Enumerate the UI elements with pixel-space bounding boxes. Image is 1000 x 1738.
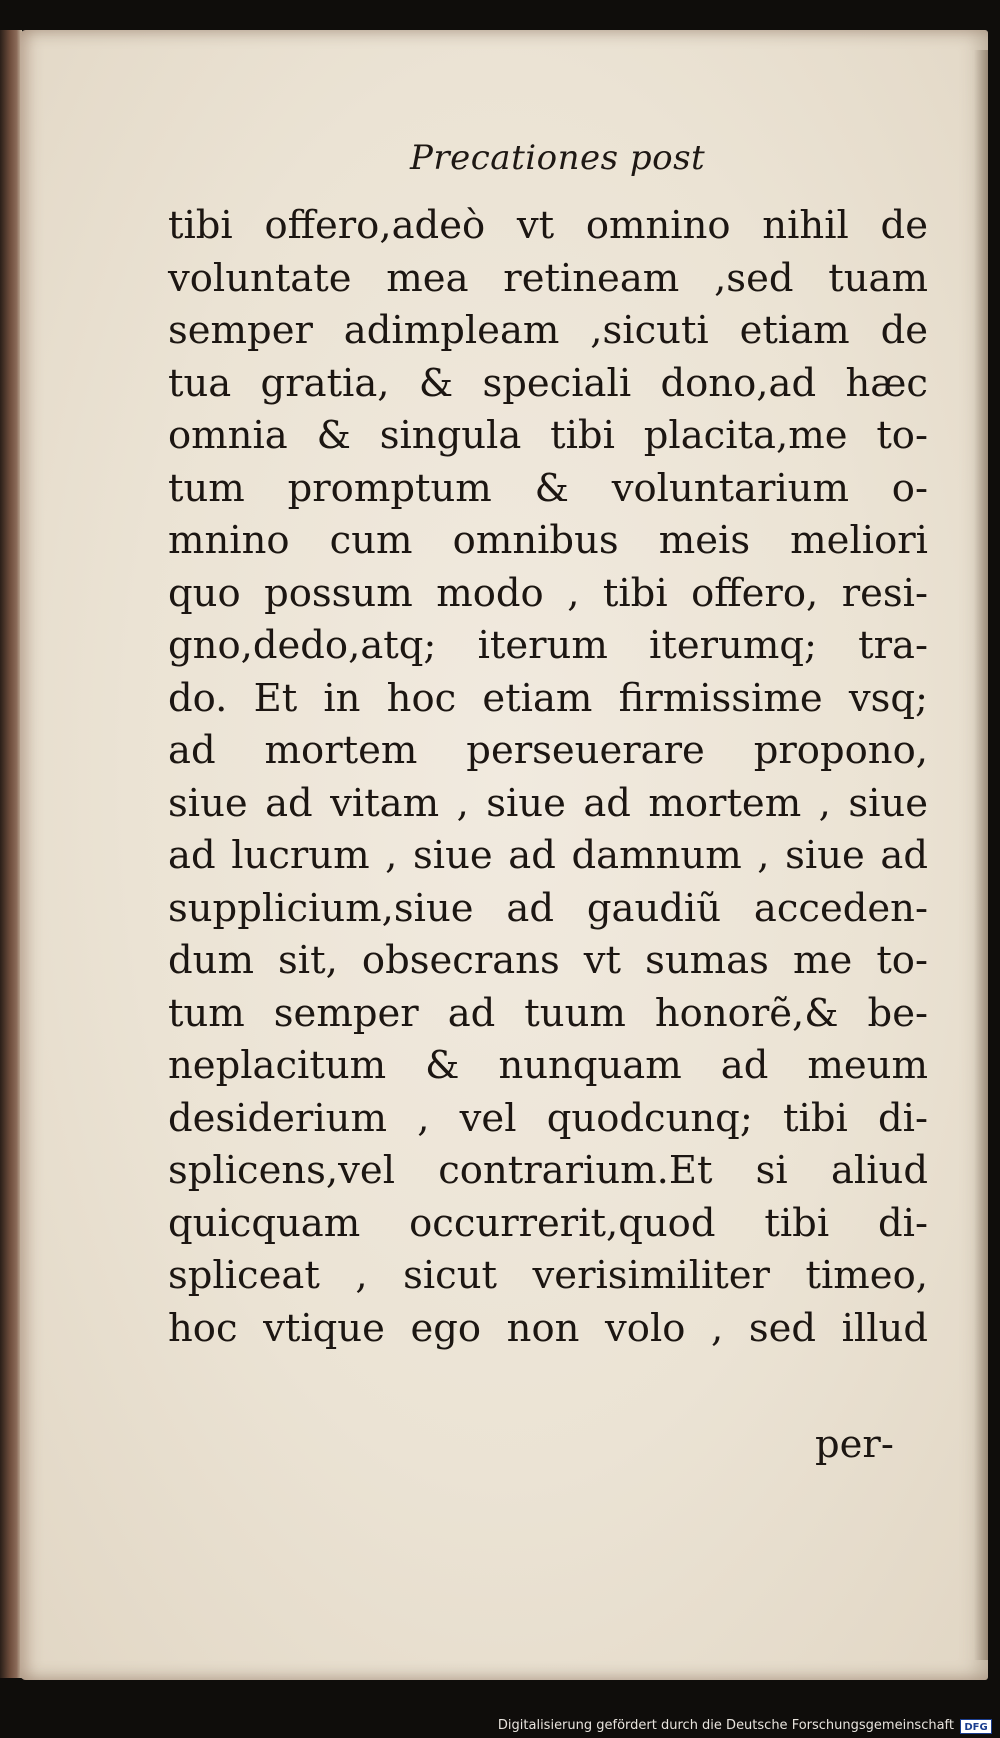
text-line: gno,dedo,atq; iterum iterumq; tra- xyxy=(168,623,928,668)
dfg-logo-icon: DFG xyxy=(960,1719,992,1734)
book-spine xyxy=(0,30,22,1678)
text-line: semper adimpleam ,sicuti etiam de xyxy=(168,308,928,353)
text-line: spliceat , sicut verisimiliter timeo, xyxy=(168,1253,928,1298)
text-line: splicens,vel contrarium.Et si aliud xyxy=(168,1148,928,1193)
page-edge-shadow xyxy=(974,50,988,1660)
text-line: hoc vtique ego non volo , sed illud xyxy=(168,1305,928,1351)
text-line: mnino cum omnibus meis meliori xyxy=(168,518,928,563)
text-line: ad lucrum , siue ad damnum , siue ad xyxy=(168,833,928,878)
text-line: tibi offero,adeò vt omnino nihil de xyxy=(168,203,928,248)
text-line: tum semper ad tuum honorẽ,& be- xyxy=(168,990,928,1036)
text-line: desiderium , vel quodcunq; tibi di- xyxy=(168,1095,928,1141)
text-line: ad mortem perseuerare propono, xyxy=(168,728,928,773)
catchword: per- xyxy=(815,1422,894,1467)
footer-bar xyxy=(0,1712,1000,1738)
body-text xyxy=(168,200,928,1355)
funding-credit: Digitalisierung gefördert durch die Deutsche Forschungsgemeinschaft xyxy=(497,1718,954,1733)
text-line: omnia & singula tibi placita,me to- xyxy=(168,413,928,458)
text-line: supplicium,siue ad gaudiũ acceden- xyxy=(168,885,928,931)
text-line: quo possum modo , tibi offero, resi- xyxy=(168,570,928,616)
text-line: siue ad vitam , siue ad mortem , siue xyxy=(168,780,928,826)
text-line: tua gratia, & speciali dono,ad hæc xyxy=(168,360,928,406)
text-line: dum sit, obsecrans vt sumas me to- xyxy=(168,938,928,983)
text-line: do. Et in hoc etiam firmissime vsq; xyxy=(168,675,928,721)
text-line: tum promptum & voluntarium o- xyxy=(168,465,928,511)
text-line: neplacitum & nunquam ad meum xyxy=(168,1043,928,1088)
text-line: quicquam occurrerit,quod tibi di- xyxy=(168,1200,928,1246)
text-line: voluntate mea retineam ,sed tuam xyxy=(168,255,928,301)
running-head: Precationes post xyxy=(410,138,706,178)
